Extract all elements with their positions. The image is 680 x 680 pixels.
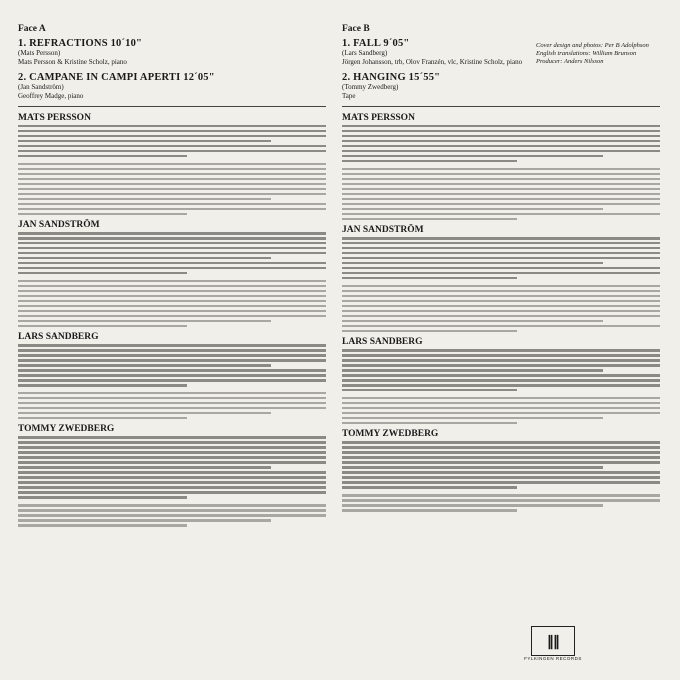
- bio-body: [342, 441, 660, 511]
- credits-block: [536, 42, 676, 66]
- track-duration: 9´05": [383, 38, 410, 49]
- bio-heading: LARS SANDBERG: [342, 337, 423, 348]
- label-name: FYLKINGEN RECORDS: [524, 656, 582, 661]
- bio-body: [342, 237, 660, 332]
- left-column: [18, 0, 326, 529]
- track-duration: 12´05": [183, 72, 215, 83]
- track-name: 1. FALL: [342, 38, 381, 49]
- track-title: [18, 72, 326, 83]
- track-b2: [342, 72, 660, 100]
- bio-heading: MATS PERSSON: [342, 113, 415, 123]
- bio-heading: TOMMY ZWEDBERG: [18, 424, 115, 435]
- face-a-heading: Face A: [18, 24, 46, 34]
- track-a1: [18, 38, 326, 66]
- right-column: [342, 0, 660, 514]
- track-title: [342, 72, 660, 83]
- track-duration: 15´55": [408, 72, 441, 83]
- track-name: 2. CAMPANE IN CAMPI APERTI: [18, 72, 181, 83]
- bio-body: [342, 349, 660, 424]
- bio-body: [342, 125, 660, 220]
- track-composer: (Tommy Zwedberg): [342, 83, 399, 91]
- bio-body: [18, 232, 326, 327]
- track-title: [18, 38, 326, 49]
- track-name: 1. REFRACTIONS: [18, 38, 108, 49]
- track-performers: Geoffrey Madge, piano: [18, 91, 84, 100]
- bio-heading: TOMMY ZWEDBERG: [342, 429, 439, 440]
- track-composer: (Mats Persson): [18, 49, 61, 57]
- track-performers: Jörgen Johansson, trb, Olov Franzén, vlc, Kristine Scholz, piano: [342, 57, 523, 66]
- track-a2: [18, 72, 326, 100]
- credit-producer: Producer: Anders Nilsson: [536, 58, 604, 65]
- divider: [18, 106, 326, 107]
- credit-translations: English translations: William Brunson: [536, 50, 637, 57]
- track-duration: 10´10": [110, 38, 143, 49]
- credit-cover: Cover design and photos: Per B Adolphson: [536, 42, 649, 49]
- bio-heading: JAN SANDSTRÖM: [342, 225, 424, 236]
- track-composer: (Jan Sandström): [18, 83, 64, 91]
- bio-heading: MATS PERSSON: [18, 113, 91, 123]
- face-b-heading: Face B: [342, 24, 370, 34]
- track-composer: (Lars Sandberg): [342, 49, 388, 57]
- track-performers: Tape: [342, 91, 356, 100]
- divider: [342, 106, 660, 107]
- bio-body: [18, 436, 326, 526]
- label-mark-icon: ∥∥: [547, 632, 559, 649]
- bio-body: [18, 125, 326, 215]
- bio-heading: LARS SANDBERG: [18, 332, 99, 343]
- bio-heading: JAN SANDSTRÖM: [18, 220, 100, 231]
- track-name: 2. HANGING: [342, 72, 406, 83]
- bio-body: [18, 344, 326, 419]
- label-logo: [531, 626, 575, 656]
- track-performers: Mats Persson & Kristine Scholz, piano: [18, 57, 127, 66]
